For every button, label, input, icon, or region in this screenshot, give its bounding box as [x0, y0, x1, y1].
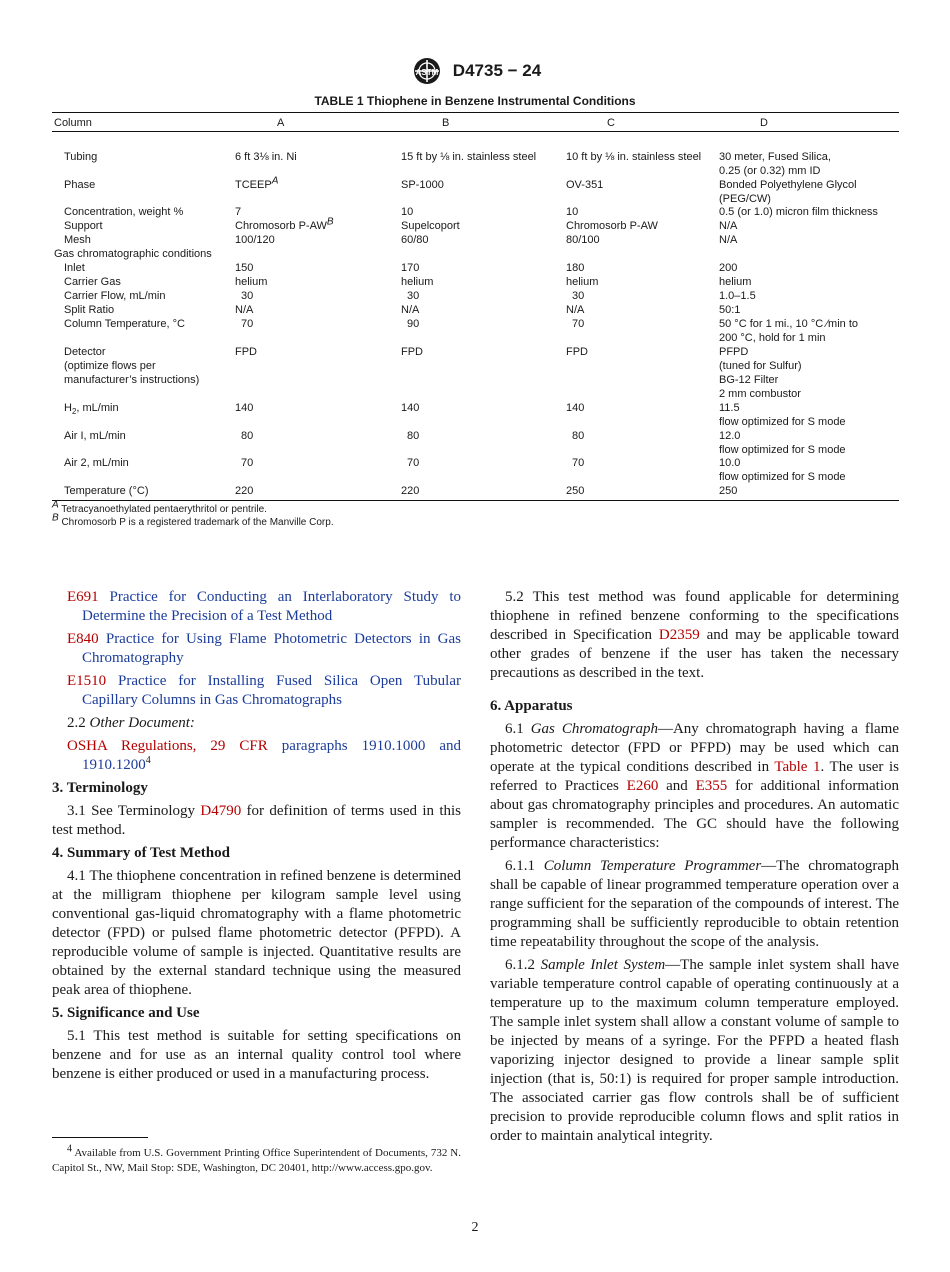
reference-osha: OSHA Regulations, 29 CFR paragraphs 1910.1000 and 1910.1200$^4$ — [67, 738, 461, 773]
paragraph-6-1-1: 6.1.1 Column Temperature Programmer—The chromatograph shall be capable of linear programmed temperature operation over a range sufficient for the separation of the compounds of interest. The programming shall be sufficiently reproducible to obtain retention time repeatability throughout the scope of the analysis. — [490, 858, 899, 950]
table-row: Air I, mL/min 80 80 80 12.0 flow optimized for S mode — [64, 430, 846, 456]
table-row: Mesh 100/120 60/80 80/100 N/A — [64, 234, 738, 246]
astm-logo-icon — [409, 56, 445, 86]
reference-e1510: E1510 Practice for Installing Fused Silica Open Tubular Capillary Columns in Gas Chromatographs — [67, 673, 461, 708]
paragraph-3-1: 3.1 See Terminology D4790 for definition of terms used in this test method. — [52, 803, 461, 838]
link-e355[interactable]: E355 — [695, 778, 728, 794]
table-title: TABLE 1 Thiophene in Benzene Instrumental Conditions — [314, 94, 636, 108]
heading-apparatus: 6. Apparatus — [490, 698, 573, 714]
table-row: Inlet 150 170 180 200 — [64, 262, 738, 274]
link-e1510[interactable]: E1510 — [67, 673, 107, 689]
reference-e691: E691 Practice for Conducting an Interlaboratory Study to Determine the Precision of a Test Method — [67, 589, 461, 624]
heading-significance: 5. Significance and Use — [52, 1005, 200, 1021]
footnote-rule — [52, 1137, 148, 1138]
link-e691[interactable]: E691 — [67, 589, 99, 605]
conditions-table — [52, 112, 899, 501]
right-column — [490, 588, 899, 1150]
link-d2359[interactable]: D2359 — [658, 627, 700, 643]
header-column: Column — [54, 117, 92, 129]
table-row: Air 2, mL/min 70 70 70 10.0 flow optimized for S mode — [64, 457, 846, 483]
paragraph-4-1: 4.1 The thiophene concentration in refined benzene is determined at the milligram thiophene per kilogram sample level using conventional gas-liquid chromatography with a flame photometric detector (FPD) or pulsed flame photometric detector (PFPD). A reproducible volume of sample is injected. Quantitative results are obtained by the external standard technique using the measured peak area of thiophene. — [52, 868, 461, 998]
link-table-1[interactable]: Table 1 — [774, 759, 821, 775]
header-a: A — [277, 117, 285, 129]
header-b: B — [442, 117, 450, 129]
svg-text:ASTM: ASTM — [415, 68, 439, 77]
table-row: Tubing 6 ft 3⅛ in. Ni 15 ft by ⅛ in. stainless steel 10 ft by ⅛ in. stainless steel 30 meter, Fused Silica, 0.25 (or 0.32) mm ID — [64, 151, 831, 177]
page-number: 2 — [471, 1220, 479, 1235]
heading-summary: 4. Summary of Test Method — [52, 845, 230, 861]
reference-e840: E840 Practice for Using Flame Photometric Detectors in Gas Chromatography — [67, 631, 461, 666]
page-header — [0, 56, 950, 86]
table-row: Split Ratio N/A N/A N/A 50:1 — [64, 304, 741, 316]
table-header-row — [52, 116, 899, 134]
table-note-b: $^B$ Chromosorb P is a registered trademark of the Manville Corp. — [52, 512, 334, 528]
footnote-4: $^4$ Available from U.S. Government Printing Office Superintendent of Documents, 732 N. Capitol St., NW, Mail Stop: SDE, Washington, DC 20401, http://www.access.gpo.gov. — [52, 1143, 461, 1174]
heading-terminology: 3. Terminology — [52, 780, 148, 796]
table-footnotes — [52, 499, 334, 529]
table-top-rule — [52, 112, 899, 113]
table-row: Phase $TCEEP^A$ SP-1000 OV-351 Bonded Polyethylene Glycol (PEG/CW) — [64, 175, 857, 205]
header-d: D — [760, 117, 768, 129]
header-c: C — [607, 117, 615, 129]
standard-designation: D4735 − 24 — [452, 61, 542, 80]
table-bottom-rule — [52, 500, 899, 501]
table-row: $H_2$, mL/min 140 140 140 11.5 flow optimized for S mode — [64, 402, 846, 428]
link-e840[interactable]: E840 — [67, 631, 99, 647]
left-column — [52, 588, 461, 1088]
paragraph-5-1: 5.1 This test method is suitable for setting specifications on benzene and for use as an internal quality control tool where benzene is either produced or used in a manufacturing process. — [52, 1028, 461, 1082]
table-row: Carrier Gas helium helium helium helium — [64, 276, 752, 288]
paragraph-6-1: 6.1 Gas Chromatograph—Any chromatograph having a flame photometric detector (FPD or PFPD) may be used which can operate at the typical conditions described in Table 1. The user is referred to Practices E260 and E355 for additional information about gas chromatography principles and procedures. An automatic sampler is recommended. The GC should have the following performance characteristics: — [490, 721, 900, 851]
paragraph-5-2: 5.2 This test method was found applicable for determining thiophene in refined benzene conforming to the specifications described in Specification D2359 and may be applicable toward other grades of benzene if the user has taken the necessary precautions as described in the text. — [490, 589, 899, 681]
link-e260[interactable]: E260 — [626, 778, 659, 794]
table-row: Column Temperature, °C 70 90 70 50 °C for 1 mi., 10 °C ⁄min to 200 °C, hold for 1 min — [64, 318, 859, 344]
section-2-2: 2.2 Other Document: — [67, 715, 195, 731]
table-note-a: $^A$ Tetracyanoethylated pentaerythritol or pentrile. — [52, 499, 267, 515]
table-section-label: Gas chromatographic conditions — [54, 248, 212, 260]
table-row: Detector (optimize flows per manufacturer’s instructions) FPD FPD FPD PFPD (tuned for Sulfur) BG-12 Filter 2 mm combustor — [64, 346, 802, 400]
link-osha[interactable]: OSHA Regulations, 29 CFR — [67, 738, 268, 754]
link-d4790[interactable]: D4790 — [200, 803, 242, 819]
table-row: Carrier Flow, mL/min 30 30 30 1.0–1.5 — [64, 290, 756, 302]
table-row: Support Chromosorb $P-AW^B$ Supelcoport Chromosorb P-AW N/A — [64, 216, 738, 232]
table-row: Concentration, weight % 7 10 10 0.5 (or 1.0) micron film thickness — [64, 206, 878, 218]
table-row: Temperature (°C) 220 220 250 250 — [64, 485, 738, 497]
paragraph-6-1-2: 6.1.2 Sample Inlet System—The sample inlet system shall have variable temperature control capable of operating continuously at a temperature up to the maximum column temperature employed. The sample inlet system shall allow a constant volume of sample to be injected by means of a syringe. For the PFPD a heated flash vaporizing injector designed to provide a linear sample split injection (that is, 50:1) is required for proper sample introduction. The associated carrier gas flow controls shall be of sufficient precision to provide reproducible column flows and split ratios in order to maintain analytical integrity. — [490, 957, 900, 1144]
